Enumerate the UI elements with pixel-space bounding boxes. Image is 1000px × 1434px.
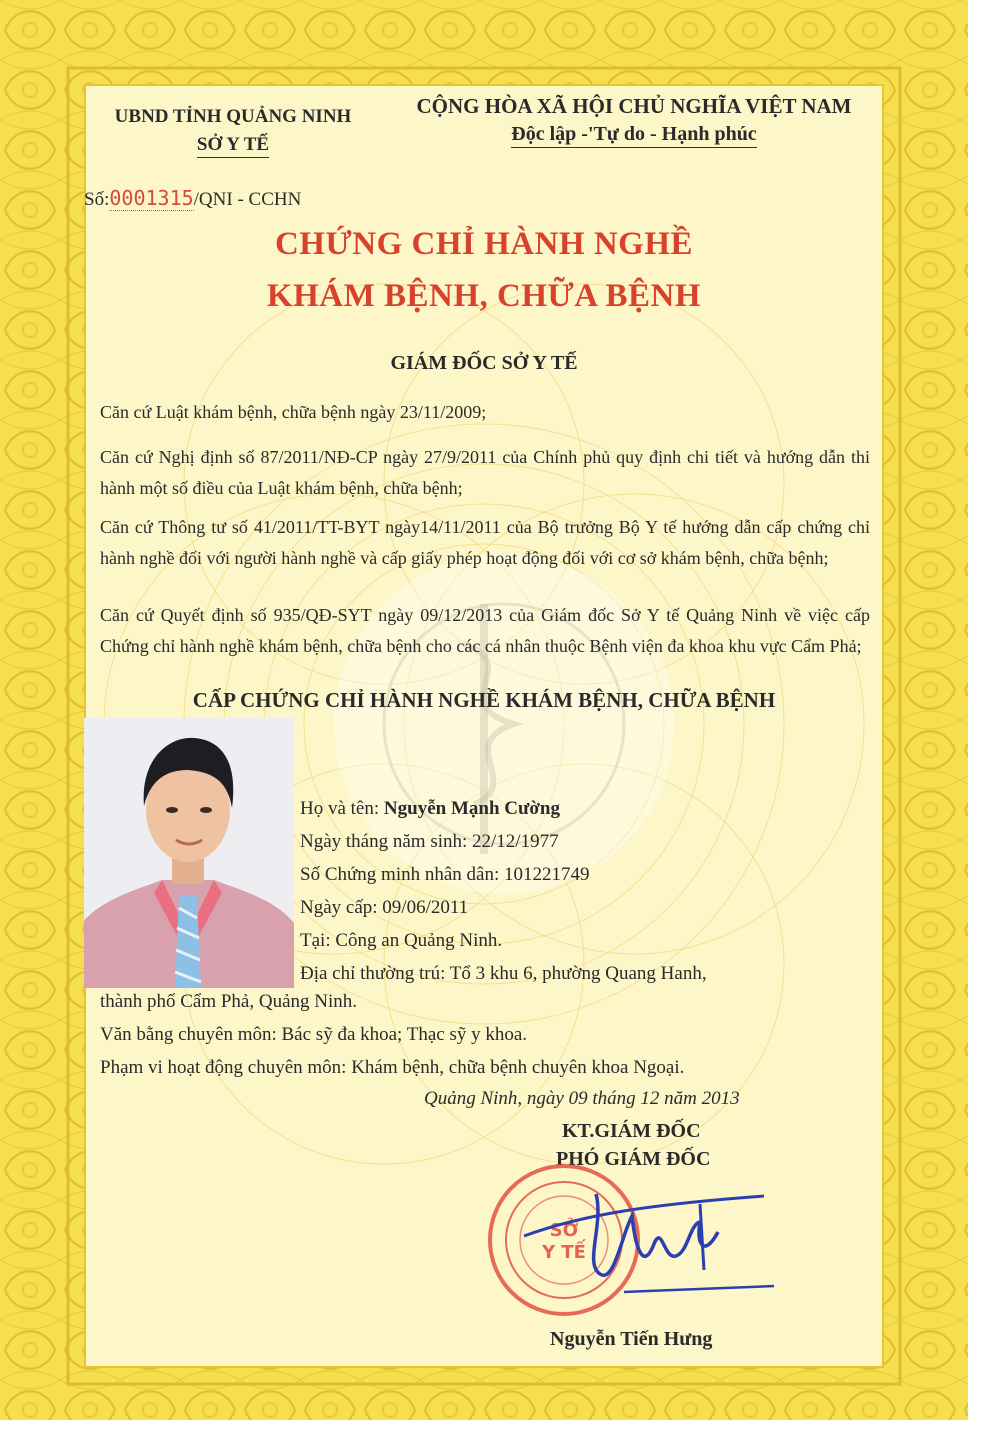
certificate-title-line-1: CHỨNG CHỈ HÀNH NGHỀ xyxy=(274,226,694,262)
holder-name-label: Họ và tên: xyxy=(300,798,380,819)
holder-dob: Ngày tháng năm sinh: 22/12/1977 xyxy=(300,831,559,852)
handwritten-signature xyxy=(504,1174,794,1314)
nation-line-1: CỘNG HÒA XÃ HỘI CHỦ NGHĨA VIỆT NAM xyxy=(416,94,852,118)
svg-text:Y TẾ: Y TẾ xyxy=(542,1242,586,1263)
holder-address-line-1: Địa chỉ thường trú: Tổ 3 khu 6, phường Quang Hanh, xyxy=(300,963,707,984)
legal-basis-4: Căn cứ Quyết định số 935/QĐ-SYT ngày 09/12/2013 của Giám đốc Sở Y tế Quảng Ninh về việc cấp Chứng chỉ hành nghề khám bệnh, chữa bệnh cho các cá nhân thuộc Bệnh viện đa khoa khu vực Cẩm Phả; xyxy=(100,605,870,656)
legal-basis-3: Căn cứ Thông tư số 41/2011/TT-BYT ngày14/11/2011 của Bộ trưởng Bộ Y tế hướng dẫn cấp chứng chỉ hành nghề đối với người hành nghề và cấp giấy phép hoạt động đối với cơ sở khám bệnh, chữa bệnh; xyxy=(100,517,870,568)
authority-line-2: SỞ Y TẾ xyxy=(197,134,269,158)
number-value: 0001315 xyxy=(109,186,194,210)
grant-heading: CẤP CHỨNG CHỈ HÀNH NGHỀ KHÁM BỆNH, CHỮA BỆNH xyxy=(192,688,776,712)
issuing-authority xyxy=(88,106,378,158)
holder-id-issue-date: Ngày cấp: 09/06/2011 xyxy=(300,897,469,918)
legal-basis-1: Căn cứ Luật khám bệnh, chữa bệnh ngày 23/11/2009; xyxy=(100,402,487,422)
holder-degree: Văn bằng chuyên môn: Bác sỹ đa khoa; Thạc sỹ y khoa. xyxy=(100,1024,528,1045)
holder-name-row xyxy=(300,798,560,820)
number-prefix: Số: xyxy=(84,189,110,210)
national-motto xyxy=(384,94,884,148)
authority-line-1: UBND TỈNH QUẢNG NINH xyxy=(114,106,352,127)
holder-photo xyxy=(84,718,294,988)
holder-practice-scope: Phạm vi hoạt động chuyên môn: Khám bệnh, chữa bệnh chuyên khoa Ngoại. xyxy=(100,1057,685,1078)
holder-name: Nguyễn Mạnh Cường xyxy=(383,798,560,819)
nation-line-2: Độc lập -'Tự do - Hạnh phúc xyxy=(511,123,756,148)
certificate-number xyxy=(84,186,301,211)
signer-title-1: KT.GIÁM ĐỐC xyxy=(562,1120,701,1142)
number-suffix: /QNI - CCHN xyxy=(193,189,302,210)
certificate-title-line-2: KHÁM BỆNH, CHỮA BỆNH xyxy=(266,278,702,314)
place-and-date: Quảng Ninh, ngày 09 tháng 12 năm 2013 xyxy=(424,1088,740,1109)
svg-text:SỞ: SỞ xyxy=(549,1220,579,1241)
issuer-heading: GIÁM ĐỐC SỞ Y TẾ xyxy=(390,352,578,374)
holder-address-line-2: thành phố Cẩm Phả, Quảng Ninh. xyxy=(100,991,358,1012)
signer-name: Nguyễn Tiến Hưng xyxy=(550,1328,713,1350)
signer-title-2: PHÓ GIÁM ĐỐC xyxy=(556,1148,711,1170)
legal-basis-2: Căn cứ Nghị định số 87/2011/NĐ-CP ngày 27/9/2011 của Chính phủ quy định chi tiết và hướng dẫn thi hành một số điều của Luật khám bệnh, chữa bệnh; xyxy=(100,447,870,498)
certificate-body xyxy=(84,84,884,1368)
holder-id-issue-place: Tại: Công an Quảng Ninh. xyxy=(300,930,503,951)
holder-id-number: Số Chứng minh nhân dân: 101221749 xyxy=(300,864,590,885)
